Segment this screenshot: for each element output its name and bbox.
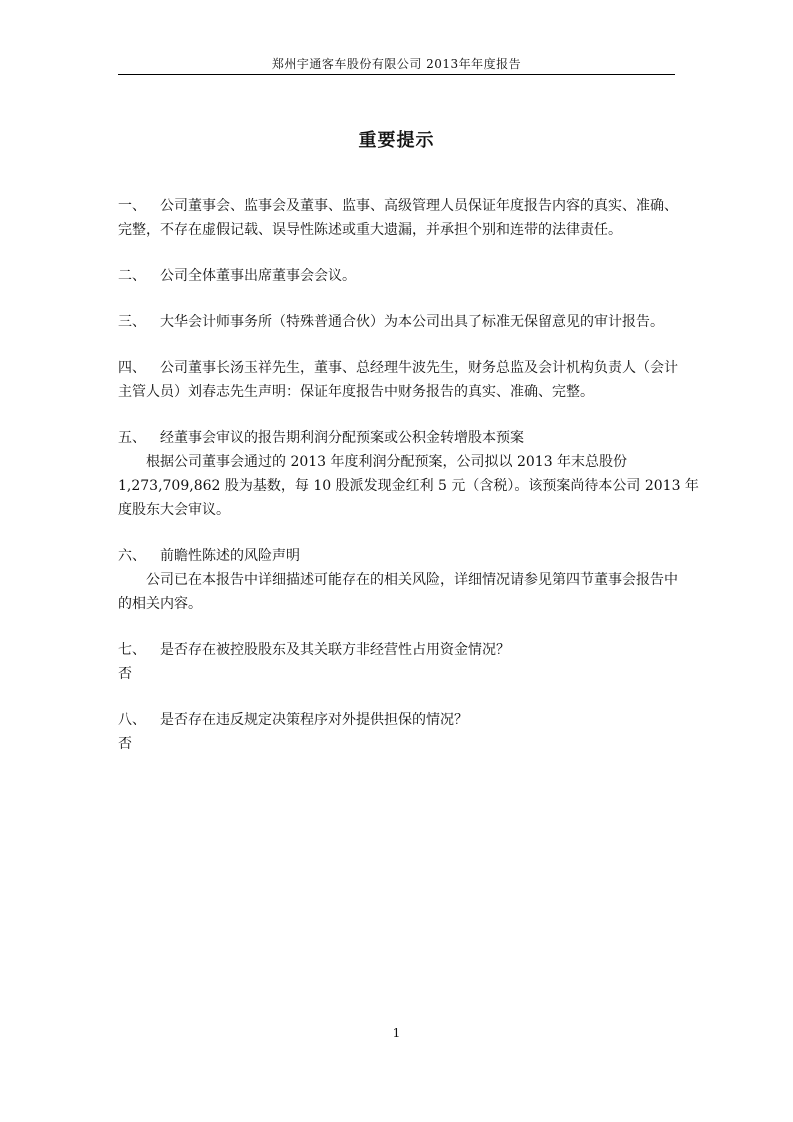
section-number: 六、 <box>118 548 146 564</box>
section-number: 八、 <box>118 712 146 728</box>
section-6 <box>118 544 678 616</box>
section-2 <box>118 264 675 288</box>
section-5 <box>118 426 699 522</box>
page-title: 重要提示 <box>358 130 435 151</box>
header-divider <box>118 74 675 75</box>
section-text-line: 大华会计师事务所（特殊普通合伙）为本公司出具了标准无保留意见的审计报告。 <box>160 314 664 330</box>
section-number: 七、 <box>118 642 146 658</box>
section-number: 五、 <box>118 430 146 446</box>
section-3 <box>118 310 675 334</box>
section-1 <box>118 194 678 242</box>
section-heading: 前瞻性陈述的风险声明 <box>160 548 300 564</box>
running-header: 郑州宇通客车股份有限公司 2013年年度报告 <box>271 57 522 71</box>
section-text-line: 公司已在本报告中详细描述可能存在的相关风险，详细情况请参见第四节董事会报告中 <box>146 572 678 588</box>
section-4 <box>118 356 678 404</box>
section-number: 二、 <box>118 268 146 284</box>
section-text-line: 公司董事长汤玉祥先生，董事、总经理牛波先生，财务总监及会计机构负责人（会计 <box>160 360 678 376</box>
section-text-line: 根据公司董事会通过的 2013 年度利润分配预案，公司拟以 2013 年末总股份 <box>146 454 628 470</box>
page-number: 1 <box>392 1026 401 1040</box>
section-text-line: 的相关内容。 <box>118 596 202 612</box>
section-text-line: 主管人员）刘春志先生声明：保证年度报告中财务报告的真实、准确、完整。 <box>118 384 594 400</box>
section-number: 一、 <box>118 198 146 214</box>
section-answer: 否 <box>118 736 132 752</box>
section-answer: 否 <box>118 666 132 682</box>
section-heading: 是否存在违反规定决策程序对外提供担保的情况？ <box>160 712 468 728</box>
section-text-line: 公司董事会、监事会及董事、监事、高级管理人员保证年度报告内容的真实、准确、 <box>160 198 678 214</box>
section-8 <box>118 708 675 756</box>
section-text-line: 度股东大会审议。 <box>118 502 230 518</box>
section-heading: 是否存在被控股股东及其关联方非经营性占用资金情况？ <box>160 642 510 658</box>
section-text-line: 1,273,709,862 股为基数，每 10 股派发现金红利 5 元（含税）。该预案尚待本公司 2013 年 <box>118 478 699 494</box>
section-number: 三、 <box>118 314 146 330</box>
document-body <box>118 194 699 778</box>
section-7 <box>118 638 675 686</box>
section-heading: 经董事会审议的报告期利润分配预案或公积金转增股本预案 <box>160 430 524 446</box>
section-number: 四、 <box>118 360 146 376</box>
section-text-line: 公司全体董事出席董事会会议。 <box>160 268 356 284</box>
section-text-line: 完整，不存在虚假记载、误导性陈述或重大遗漏，并承担个别和连带的法律责任。 <box>118 222 622 238</box>
